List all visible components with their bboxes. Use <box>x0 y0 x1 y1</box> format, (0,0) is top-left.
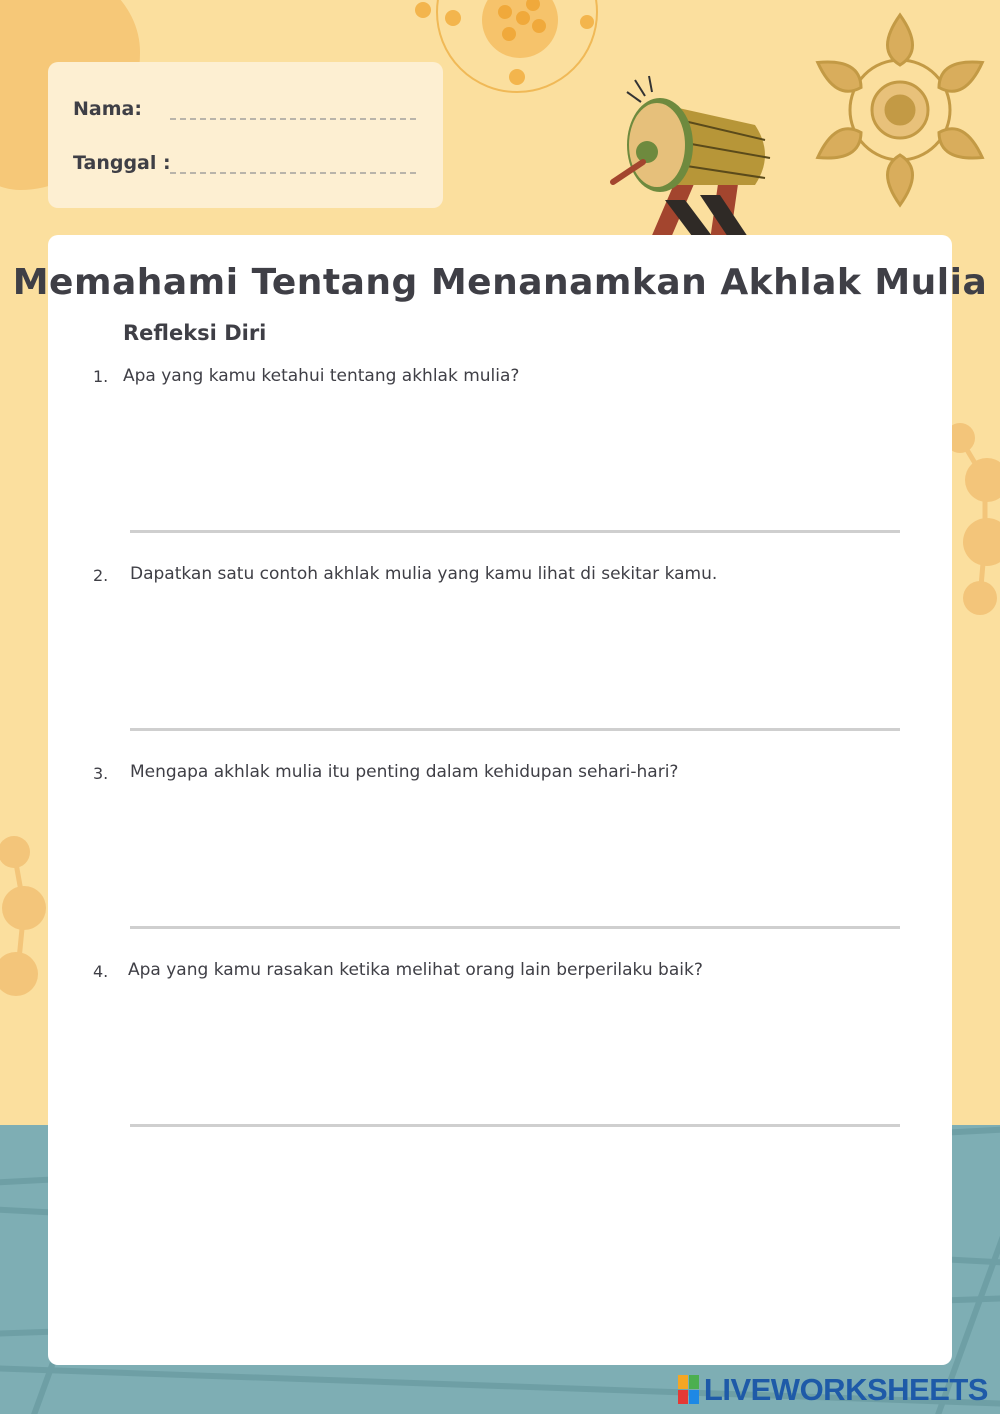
question-number: 2. <box>93 566 109 585</box>
name-field[interactable] <box>170 118 416 120</box>
molecule-right-icon <box>945 420 1000 620</box>
question-text: Dapatkan satu contoh akhlak mulia yang kamu lihat di sekitar kamu. <box>130 564 718 584</box>
live-badge-icon <box>678 1375 700 1405</box>
mandala-ornament-icon <box>808 8 993 213</box>
name-label: Nama: <box>73 98 142 120</box>
question-text: Mengapa akhlak mulia itu penting dalam kehidupan sehari-hari? <box>130 762 679 782</box>
date-label: Tanggal : <box>73 152 171 174</box>
question-text: Apa yang kamu rasakan ketika melihat orang lain berperilaku baik? <box>128 960 703 980</box>
worksheet-card <box>48 235 952 1365</box>
question-text: Apa yang kamu ketahui tentang akhlak mulia? <box>123 366 520 386</box>
date-field[interactable] <box>170 172 416 174</box>
question-number: 1. <box>93 367 109 386</box>
answer-field-3[interactable] <box>130 926 900 929</box>
molecule-left-icon <box>0 830 50 1010</box>
answer-field-2[interactable] <box>130 728 900 731</box>
worksheet-title: Memahami Tentang Menanamkan Akhlak Mulia <box>12 262 988 303</box>
liveworksheets-logo[interactable] <box>678 1372 988 1408</box>
answer-field-1[interactable] <box>130 530 900 533</box>
student-info-card <box>48 62 443 208</box>
logo-text: LIVEWORKSHEETS <box>703 1372 988 1407</box>
question-number: 4. <box>93 962 109 981</box>
answer-field-4[interactable] <box>130 1124 900 1127</box>
worksheet-subtitle: Refleksi Diri <box>123 321 267 345</box>
bedug-drum-icon <box>605 70 785 240</box>
question-number: 3. <box>93 764 109 783</box>
